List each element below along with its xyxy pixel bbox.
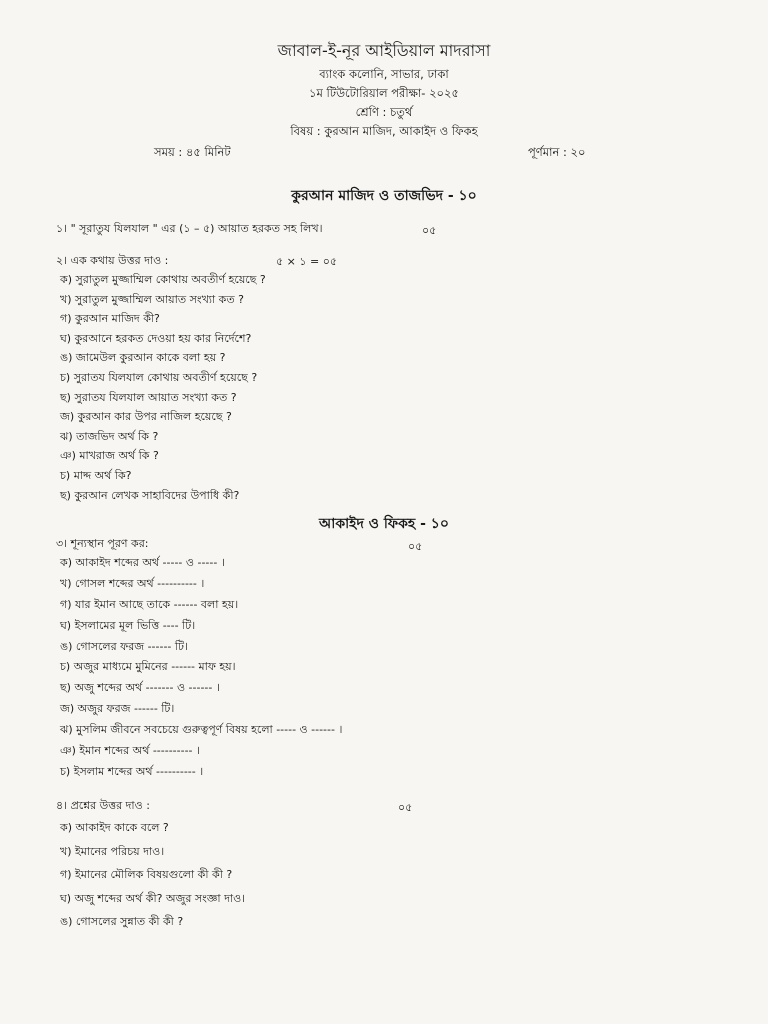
exam-title: ১ম টিউটোরিয়াল পরীক্ষা- ২০২৫ — [309, 86, 459, 100]
question3-list — [60, 553, 342, 783]
subject-label: বিষয় : কুরআন মাজিদ, আকাইদ ও ফিকহ — [290, 124, 478, 138]
list-item: জ) অজুর ফরজ ------ টি। — [60, 702, 175, 716]
list-item: ঙ) গোসলের ফরজ ------ টি। — [60, 639, 188, 653]
full-marks-label: পূর্ণমান : ২০ — [528, 145, 586, 159]
list-item: ঝ) তাজভিদ অর্থ কি ? — [60, 429, 159, 443]
list-item: চ) সুরাতয যিলযাল কোথায় অবতীর্ণ হয়েছে ? — [60, 370, 258, 384]
list-item: ঞ) মাখরাজ অর্থ কি ? — [60, 449, 159, 463]
list-item: খ) সুরাতুল মুজ্জাম্মিল আয়াত সংখ্যা কত ? — [60, 292, 244, 306]
list-item: ঝ) মুসলিম জীবনে সবচেয়ে গুরুত্বপূর্ণ বিষয় হলো ----- ও ------ । — [60, 723, 343, 737]
list-item: ঘ) অজু শব্দের অর্থ কী? অজুর সংজ্ঞা দাও। — [60, 891, 246, 905]
list-item: গ) যার ইমান আছে তাকে ------ বলা হয়। — [60, 597, 239, 611]
list-item: চ) অজুর মাধ্যমে মুমিনের ------ মাফ হয়। — [60, 660, 236, 674]
section2-title: আকাইদ ও ফিকহ - ১০ — [318, 516, 449, 532]
list-item: ক) আকাইদ কাকে বলে ? — [60, 821, 169, 834]
question3-text: ৩। শূন্যস্থান পূরণ কর: — [56, 537, 149, 550]
school-address: ব্যাংক কলোনি, সাভার, ঢাকা — [319, 67, 449, 81]
question2-list — [60, 270, 266, 505]
list-item: জ) কুরআন কার উপর নাজিল হয়েছে ? — [60, 410, 232, 424]
list-item: ঘ) ইসলামের মূল ভিত্তি ---- টি। — [60, 618, 196, 632]
question4-text: ৪। প্রশ্নের উত্তর দাও : — [56, 799, 150, 812]
list-item: ঘ) কুরআনে হরকত দেওয়া হয় কার নির্দেশে? — [60, 331, 252, 345]
question2-marks: ৫ × ১ = ০৫ — [276, 255, 337, 268]
school-name: জাবাল-ই-নূর আইডিয়াল মাদরাসা — [277, 41, 491, 60]
question4-list — [60, 816, 245, 934]
class-label: শ্রেণি : চতুর্থ — [355, 105, 413, 119]
list-item: ঞ) ইমান শব্দের অর্থ ---------- । — [60, 744, 200, 758]
question3-marks: ০৫ — [408, 540, 423, 553]
list-item: চ) ইসলাম শব্দের অর্থ ---------- । — [60, 764, 204, 778]
question1-marks: ০৫ — [422, 224, 437, 237]
time-label: সময় : ৪৫ মিনিট — [154, 145, 231, 159]
list-item: ছ) অজু শব্দের অর্থ ------- ও ------ । — [60, 681, 220, 695]
list-item: খ) ইমানের পরিচয় দাও। — [60, 844, 165, 858]
list-item: ছ) কুরআন লেখক সাহাবিদের উপাধি কী? — [60, 488, 240, 502]
list-item: ক) আকাইদ শব্দের অর্থ ----- ও ----- । — [60, 556, 225, 569]
question2-text: ২। এক কথায় উত্তর দাও : — [56, 254, 169, 267]
list-item: গ) কুরআন মাজিদ কী? — [60, 312, 160, 326]
section1-title: কুরআন মাজিদ ও তাজভিদ - ১০ — [291, 188, 477, 204]
list-item: ক) সুরাতুল মুজ্জাম্মিল কোথায় অবতীর্ণ হয়েছে ? — [60, 273, 266, 286]
list-item: গ) ইমানের মৌলিক বিষয়গুলো কী কী ? — [60, 868, 233, 881]
question4-marks: ০৫ — [398, 801, 413, 814]
list-item: চ) মাদ্দ অর্থ কি? — [60, 468, 132, 482]
question1-text: ১। " সূরাতুয যিলযাল " এর (১ – ৫) আয়াত হরকত সহ লিখ। — [56, 222, 323, 235]
list-item: ঙ) গোসলের সুন্নাত কী কী ? — [60, 915, 184, 928]
list-item: ছ) সুরাতয যিলযাল আয়াত সংখ্যা কত ? — [60, 390, 237, 404]
list-item: ঙ) জামেউল কুরআন কাকে বলা হয় ? — [60, 351, 226, 365]
list-item: খ) গোসল শব্দের অর্থ ---------- । — [60, 576, 205, 590]
